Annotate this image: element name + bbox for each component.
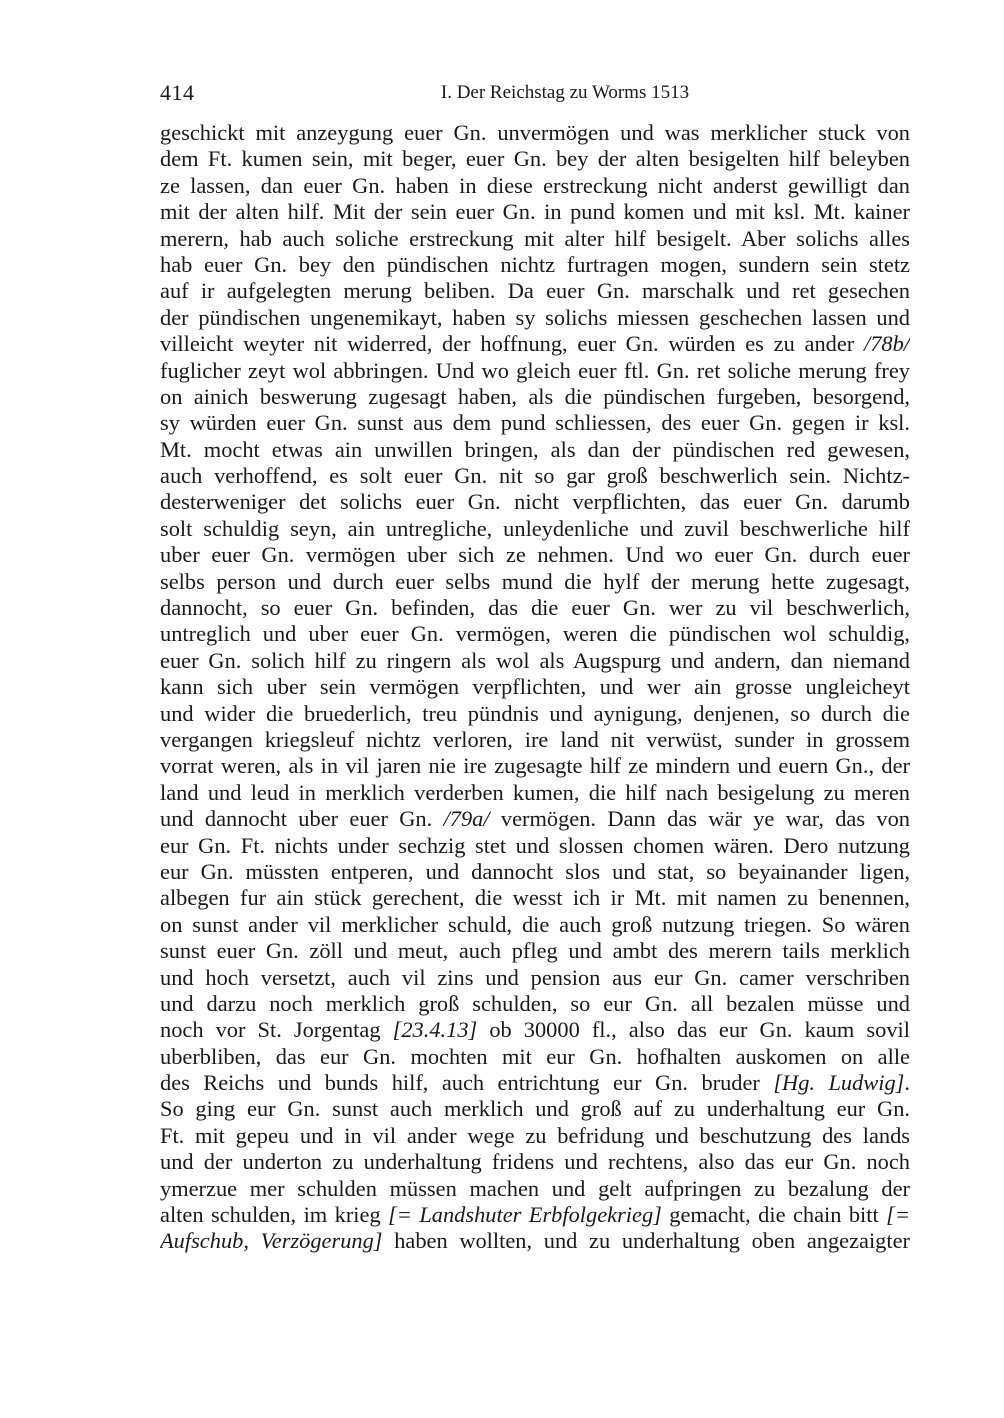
page-number: 414 (160, 80, 195, 105)
text-segment: solt schuldig seyn, ain untregliche, unleydenliche und zuvil beschwerliche hilf (160, 515, 910, 541)
text-line (160, 199, 910, 225)
text-segment: albegen fur ain stück gerechent, die wesst ich ir Mt. mit namen zu benennen, (160, 885, 910, 911)
text-line (160, 437, 910, 463)
text-line (160, 305, 910, 331)
text-segment: desterweniger det solichs euer Gn. nicht verpflichten, das euer Gn. darumb (160, 489, 910, 515)
text-line (160, 410, 910, 436)
text-line (160, 146, 910, 172)
text-segment: selbs person und durch euer selbs mund die hylf der merung hette zugesagt, (160, 568, 910, 594)
text-segment: euer Gn. solich hilf zu ringern als wol als Augspurg und andern, dan niemand (160, 647, 910, 673)
text-line (160, 1070, 910, 1096)
text-segment: Ft. mit gepeu und in vil ander wege zu befridung und beschutzung des lands (160, 1122, 910, 1148)
text-line (160, 859, 910, 885)
text-segment: noch vor St. Jorgentag (160, 1017, 393, 1043)
text-line (160, 727, 910, 753)
text-segment: sunst euer Gn. zöll und meut, auch pfleg und ambt des merern tails merklich (160, 938, 910, 964)
text-segment: ob 30000 fl., also das eur Gn. kaum sovil (477, 1017, 910, 1043)
text-segment: mit der alten hilf. Mit der sein euer Gn. in pund komen und mit ksl. Mt. kainer (160, 199, 910, 225)
text-line (160, 120, 910, 146)
text-segment: fuglicher zeyt wol abbringen. Und wo gleich euer ftl. Gn. ret soliche merung frey (160, 357, 910, 383)
text-line (160, 278, 910, 304)
text-segment: villeicht weyter nit widerred, der hoffnung, euer Gn. würden es zu ander (160, 331, 864, 357)
text-line (160, 701, 910, 727)
text-line (160, 621, 910, 647)
text-segment: So ging eur Gn. sunst auch merklich und groß auf zu underhaltung eur Gn. (160, 1096, 910, 1122)
text-segment: Mt. mocht etwas ain unwillen bringen, als dan der pündischen red gewesen, (160, 436, 910, 462)
text-segment: und dannocht uber euer Gn. (160, 806, 444, 832)
text-line (160, 542, 910, 568)
text-segment: dem Ft. kumen sein, mit beger, euer Gn. bey der alten besigelten hilf beleyben (160, 146, 910, 172)
editorial-annotation: /79a/ (443, 806, 490, 832)
text-line (160, 384, 910, 410)
text-line (160, 991, 910, 1017)
text-line (160, 1202, 910, 1228)
text-line (160, 1096, 910, 1122)
text-line (160, 489, 910, 515)
editorial-annotation: [= Landshuter Erbfolgekrieg] (388, 1202, 662, 1228)
text-line (160, 753, 910, 779)
text-segment: ymerzue mer schulden müssen machen und gelt aufpringen zu bezalung der (160, 1175, 910, 1201)
text-line (160, 885, 910, 911)
text-segment: der pündischen ungenemikayt, haben sy solichs miessen geschechen lassen und (160, 304, 910, 330)
editorial-annotation: Aufschub, Verzögerung] (160, 1228, 383, 1254)
text-line (160, 516, 910, 542)
text-line (160, 1123, 910, 1149)
text-line (160, 595, 910, 621)
text-line (160, 1149, 910, 1175)
text-line (160, 912, 910, 938)
text-segment: untreglich und uber euer Gn. vermögen, weren die pündischen wol schuldig, (160, 621, 910, 647)
text-segment: sy würden euer Gn. sunst aus dem pund schliessen, des euer Gn. gegen ir ksl. (160, 410, 910, 436)
text-segment: ze lassen, dan euer Gn. haben in diese erstreckung nicht anderst gewilligt dan (160, 172, 910, 198)
text-line (160, 1228, 910, 1254)
text-line (160, 938, 910, 964)
editorial-annotation: /78b/ (863, 331, 910, 357)
text-segment: gemacht, die chain bitt (661, 1202, 887, 1228)
text-segment: auf ir aufgelegten merung beliben. Da euer Gn. marschalk und ret gesechen (160, 278, 910, 304)
text-segment: eur Gn. müssten entperen, und dannocht slos und stat, so beyainander ligen, (160, 858, 910, 884)
text-line (160, 833, 910, 859)
text-line (160, 252, 910, 278)
text-segment: dannocht, so euer Gn. befinden, das die euer Gn. wer zu vil beschwerlich, (160, 595, 910, 621)
text-segment: eur Gn. Ft. nichts under sechzig stet und slossen chomen wären. Dero nutzung (160, 832, 910, 858)
body-text (160, 120, 910, 1255)
text-segment: auch verhoffend, es solt euer Gn. nit so gar groß beschwerlich sein. Nichtz- (160, 463, 910, 489)
text-segment: vermögen. Dann das wär ye war, das von (489, 806, 910, 832)
text-segment: und hoch versetzt, auch vil zins und pension aus eur Gn. camer verschriben (160, 964, 910, 990)
text-segment: kann sich uber sein vermögen verpflichten, und wer ain grosse ungleicheyt (160, 674, 910, 700)
text-line (160, 1176, 910, 1202)
text-segment: uber euer Gn. vermögen uber sich ze nehmen. Und wo euer Gn. durch euer (160, 542, 910, 568)
text-line (160, 674, 910, 700)
text-segment: des Reichs und bunds hilf, auch entrichtung eur Gn. bruder (160, 1070, 774, 1096)
text-line (160, 463, 910, 489)
text-line (160, 965, 910, 991)
text-line (160, 1044, 910, 1070)
text-segment: und darzu noch merklich groß schulden, so eur Gn. all bezalen müsse und (160, 990, 910, 1016)
text-segment: und der underton zu underhaltung fridens und rechtens, also das eur Gn. noch (160, 1149, 910, 1175)
running-head: I. Der Reichstag zu Worms 1513 (440, 82, 690, 103)
text-line (160, 569, 910, 595)
text-segment: on ainich beswerung zugesagt haben, als die pündischen furgeben, besorgend, (160, 383, 910, 409)
text-line (160, 648, 910, 674)
text-segment: vergangen kriegsleuf nichtz verloren, ire land nit verwüst, sunder in grossem (160, 726, 910, 752)
text-segment: hab euer Gn. bey den pündischen nichtz furtragen mogen, sundern sein stetz (160, 251, 910, 277)
text-segment: uberbliben, das eur Gn. mochten mit eur Gn. hofhalten auskomen on alle (160, 1043, 910, 1069)
text-line (160, 331, 910, 357)
text-line (160, 226, 910, 252)
page-header (160, 80, 910, 110)
text-segment: vorrat weren, als in vil jaren nie ire zugesagte hilf ze mindern und euern Gn., der (160, 753, 910, 779)
text-segment: alten schulden, im krieg (160, 1202, 389, 1228)
text-line (160, 1017, 910, 1043)
text-segment: on sunst ander vil merklicher schuld, die auch groß nutzung triegen. So wären (160, 911, 910, 937)
text-line (160, 358, 910, 384)
text-segment: . (904, 1070, 910, 1096)
text-line (160, 780, 910, 806)
editorial-annotation: [23.4.13] (392, 1017, 478, 1043)
text-segment: und wider die bruederlich, treu pündnis und aynigung, denjenen, so durch die (160, 700, 910, 726)
editorial-annotation: [Hg. Ludwig] (773, 1070, 905, 1096)
text-line (160, 806, 910, 832)
text-segment: merern, hab auch soliche erstreckung mit alter hilf besigelt. Aber solichs alles (160, 225, 910, 251)
text-segment: land und leud in merklich verderben kumen, die hilf nach besigelung zu meren (160, 779, 910, 805)
text-segment: geschickt mit anzeygung euer Gn. unvermögen und was merklicher stuck von (160, 120, 910, 145)
text-segment: haben wollten, und zu underhaltung oben angezaigter (382, 1228, 910, 1254)
editorial-annotation: [= (886, 1202, 910, 1228)
text-line (160, 173, 910, 199)
